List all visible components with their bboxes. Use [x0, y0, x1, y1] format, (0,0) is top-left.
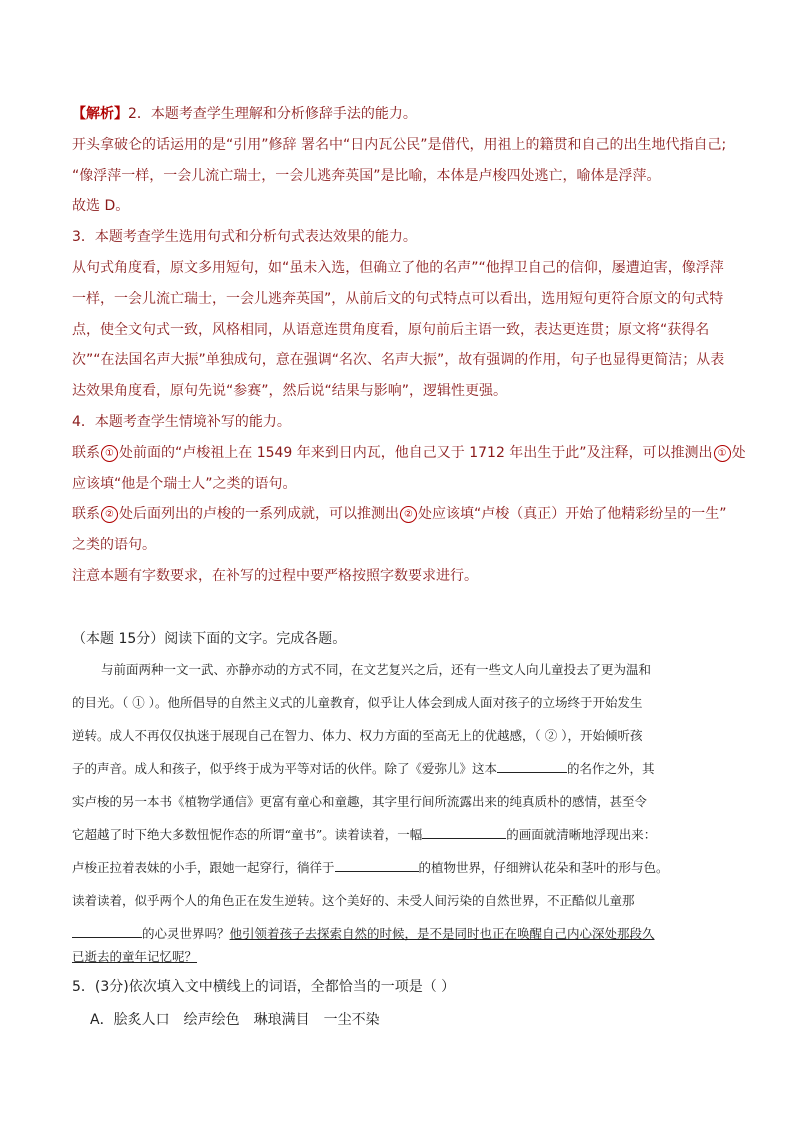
circle-marker-2: ② [101, 506, 118, 523]
question-5-stem: 5．(3分)依次填入文中横线上的词语，全都恰当的一项是（ ） [72, 979, 456, 995]
analysis-q3-title: 3．本题考查学生选用句式和分析句式表达效果的能力。 [72, 229, 417, 245]
analysis-q2-answer: 故选 D。 [72, 198, 130, 214]
fill-blank-1[interactable] [497, 772, 567, 773]
analysis-q4-line4: 之类的语句。 [72, 537, 156, 553]
analysis-q4-line1: 联系 ① 处前面的“卢梭祖上在 1549 年来到日内瓦，他自己又于 1712 年出生于此”及注释，可以推测出 ① 处 [72, 445, 746, 461]
circle-marker-1: ① [714, 445, 731, 462]
fill-blank-2[interactable] [422, 838, 506, 839]
passage-line-8: 读着读着，似乎两个人的角色正在发生逆转。这个美好的、未受人间污染的自然世界，不正酷似儿童那 [72, 893, 635, 908]
blank-marker-2: ② [544, 728, 558, 743]
underlined-sentence: 他引领着孩子去探索自然的时候，是不是同时也正在唤醒自己内心深处那段久 [229, 926, 655, 941]
analysis-q3-line1: 从句式角度看，原文多用短句，如“虽未入选，但确立了他的名声”“他捍卫自己的信仰，屡遭迫害，像浮萍 [72, 260, 724, 276]
analysis-q3-line3: 点，使全文句式一致，风格相同，从语意连贯角度看，原句前后主语一致，表达更连贯；原文将“获得名 [72, 322, 710, 338]
passage-line-4: 子的声音。成人和孩子，似乎终于成为平等对话的伙伴。除了《爱弥儿》这本 的名作之外，其 [72, 761, 655, 776]
passage-line-7: 卢梭正拉着表妹的小手，跟她一起穿行，徜徉于 的植物世界，仔细辨认花朵和茎叶的形与色。 [72, 860, 669, 875]
analysis-q3-line5: 达效果角度看，原句先说“参赛”，然后说“结果与影响”，逻辑性更强。 [72, 383, 508, 399]
analysis-tag: 【解析】 [72, 106, 128, 122]
circle-marker-1: ① [101, 445, 118, 462]
passage-line-9: 的心灵世界吗？他引领着孩子去探索自然的时候，是不是同时也正在唤醒自己内心深处那段久 [72, 925, 732, 943]
circle-marker-2: ② [400, 506, 417, 523]
fill-blank-3[interactable] [335, 871, 419, 872]
analysis-q4-note: 注意本题有字数要求，在补写的过程中要严格按照字数要求进行。 [72, 568, 478, 584]
passage-line-2: 的目光。（ ① ）。他所倡导的自然主义式的儿童教育，似乎让人体会到成人面对孩子的立场终于开始发生 [72, 695, 643, 710]
analysis-q4-title: 4．本题考查学生情境补写的能力。 [72, 414, 291, 430]
fill-blank-4[interactable] [72, 937, 142, 938]
analysis-q3-line4: 次”“在法国名声大振”单独成句，意在强调“名次、名声大振”，故有强调的作用，句子也显得更简洁；从表 [72, 352, 725, 368]
passage-line-5: 实卢梭的另一本书《植物学通信》更富有童心和童趣，其字里行间所流露出来的纯真质朴的感情，甚至令 [72, 794, 648, 809]
analysis-q2-line2: “像浮萍一样，一会儿流亡瑞士，一会儿逃奔英国”是比喻，本体是卢梭四处逃亡，喻体是浮萍。 [72, 168, 661, 184]
question-5-option-a[interactable]: A．脍炙人口 绘声绘色 琳琅满目 一尘不染 [90, 1012, 380, 1028]
passage-line-3: 逆转。成人不再仅仅执迷于展现自己在智力、体力、权力方面的至高无上的优越感，（ ② ），开始倾听孩 [72, 728, 643, 743]
analysis-q4-line3: 联系 ② 处后面列出的卢梭的一系列成就，可以推测出 ② 处应该填“卢梭（真正）开始了他精彩纷呈的一生” [72, 506, 727, 522]
analysis-q3-line2: 一样，一会儿流亡瑞士，一会儿逃奔英国”，从前后文的句式特点可以看出，选用短句更符合原文的句式特 [72, 291, 724, 307]
passage-line-1: 与前面两种一文一武、亦静亦动的方式不同，在文艺复兴之后，还有一些文人向儿童投去了更为温和 [101, 662, 652, 677]
analysis-q2-line1: 开头拿破仑的话运用的是“引用”修辞 署名中“日内瓦公民”是借代，用祖上的籍贯和自己的出生地代指自己; [72, 137, 727, 153]
analysis-q2-title: 【解析】2．本题考查学生理解和分析修辞手法的能力。 [72, 106, 417, 122]
passage-line-6: 它超越了时下绝大多数忸怩作态的所谓“童书”。读着读着，一幅 的画面就清晰地浮现出来： [72, 827, 657, 842]
analysis-q4-line2: 应该填“他是个瑞士人”之类的语句。 [72, 476, 297, 492]
passage-line-10: 已逝去的童年记忆呢？ [72, 949, 198, 964]
blank-marker-1: ① [132, 695, 145, 710]
passage-heading: （本题 15分）阅读下面的文字。完成各题。 [72, 631, 347, 647]
